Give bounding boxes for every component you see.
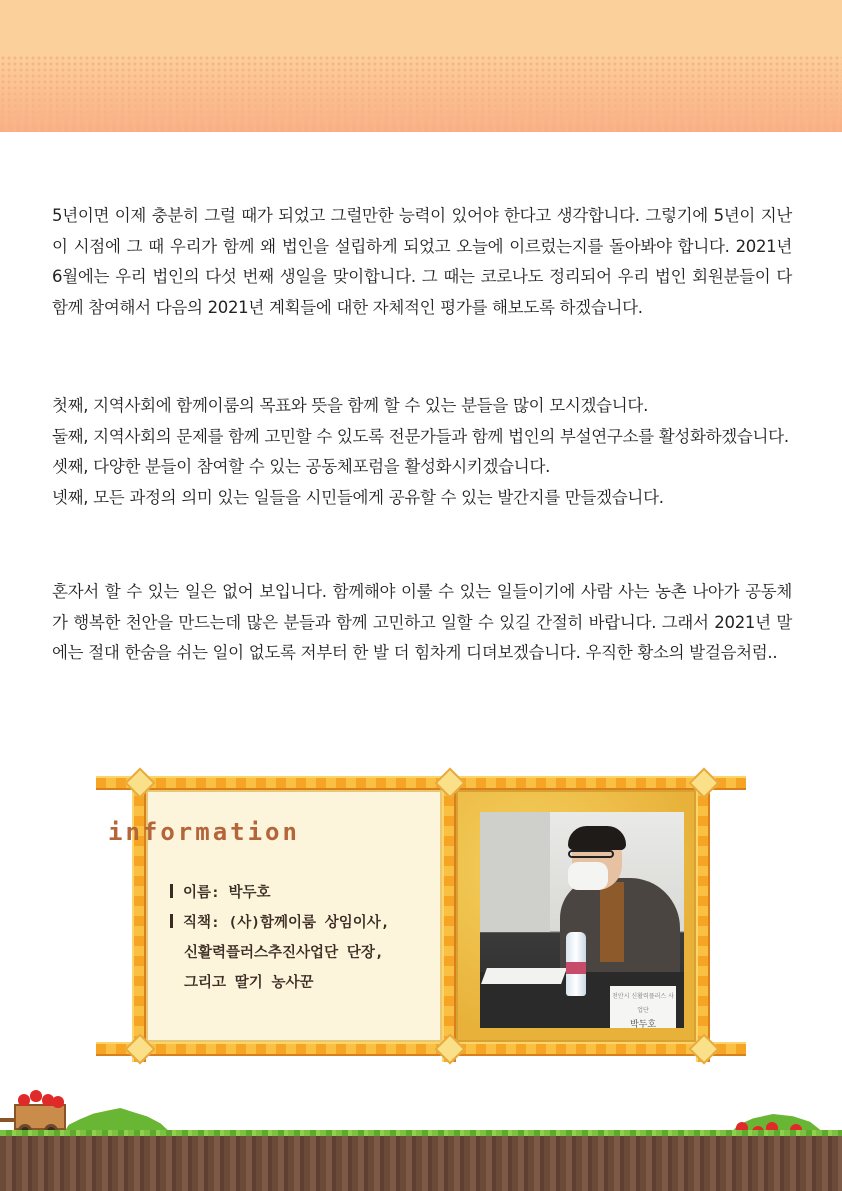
strawberry-icon (52, 1096, 64, 1108)
info-position-line3: 그리고 딸기 농사꾼 (184, 975, 314, 991)
paragraph-intro (52, 201, 792, 323)
frame-post-right (696, 776, 710, 1062)
paragraph-intro-text: 5년이면 이제 충분히 그럴 때가 되었고 그럴만한 능력이 있어야 한다고 생각합니다. 그렇기에 5년이 지난 이 시점에 그 때 우리가 함께 왜 법인을 설립하게 되었고 오늘에 이르렀는지를 돌아봐야 합니다. 2021년 6월에는 우리 법인의 다섯 번째 생일을 맞이합니다. 그 때는 코로나도 정리되어 우리 법인 회원분들이 다함께 참여해서 다음의 2021년 계획들에 대한 자체적인 평가를 해보도록 하겠습니다. (52, 206, 792, 317)
info-name-row (170, 878, 389, 908)
plans-list (52, 391, 792, 513)
strawberry-icon (18, 1094, 30, 1106)
plan-item: 넷째, 모든 과정의 의미 있는 일들을 시민들에게 공유할 수 있는 발간지를 만들겠습니다. (52, 487, 664, 507)
paragraph-closing (52, 577, 792, 669)
strawberry-icon (30, 1090, 42, 1102)
header-pixel-pattern (0, 55, 842, 132)
photo-bottle-label (566, 962, 586, 974)
frame-rail-top (96, 776, 746, 790)
info-position: 직책: (사)함께이룸 상임이사, (183, 915, 390, 931)
frame-post-middle (442, 776, 456, 1062)
paragraph-closing-text: 혼자서 할 수 있는 일은 없어 보입니다. 함께해야 이룰 수 있는 일들이기에 사람 사는 농촌 나아가 공동체가 행복한 천안을 만드는데 많은 분들과 함께 고민하고 일할 수 있길 간절히 바랍니다. 그래서 2021년 말에는 절대 한숨을 쉬는 일이 없도록 저부터 한 발 더 힘차게 디뎌보겠습니다. 우직한 황소의 발걸음처럼.. (52, 582, 792, 662)
photo-scarf (600, 882, 624, 962)
plan-item: 둘째, 지역사회의 문제를 함께 고민할 수 있도록 전문가들과 함께 법인의 부설연구소를 활성화하겠습니다. (52, 426, 789, 446)
frame-rail-bottom (96, 1042, 746, 1056)
bullet-bar-icon (170, 884, 173, 898)
info-name: 이름: 박두호 (183, 885, 271, 901)
photo-paper (481, 968, 567, 984)
plan-item: 첫째, 지역사회에 함께이룸의 목표와 뜻을 함께 할 수 있는 분들을 많이 모시겠습니다. (52, 396, 649, 415)
soil-ground (0, 1136, 842, 1191)
info-list (170, 878, 389, 998)
plan-item: 셋째, 다양한 분들이 참여할 수 있는 공동체포럼을 활성화시키겠습니다. (52, 457, 551, 476)
info-position-row (170, 908, 389, 938)
portrait-photo (480, 812, 684, 1028)
photo-wall (480, 812, 550, 932)
nameplate-name: 박두호 (629, 1020, 657, 1028)
info-title: information (108, 818, 300, 846)
header-band (0, 0, 842, 132)
photo-glasses (568, 850, 614, 858)
bullet-bar-icon (170, 914, 173, 928)
photo-nameplate (610, 986, 676, 1028)
info-position-line2: 신활력플러스추진사업단 단장, (184, 945, 384, 961)
photo-hair (568, 826, 626, 850)
nameplate-small-text: 천안시 신활력플러스 사업단 (612, 993, 674, 1014)
photo-mask (568, 862, 608, 890)
